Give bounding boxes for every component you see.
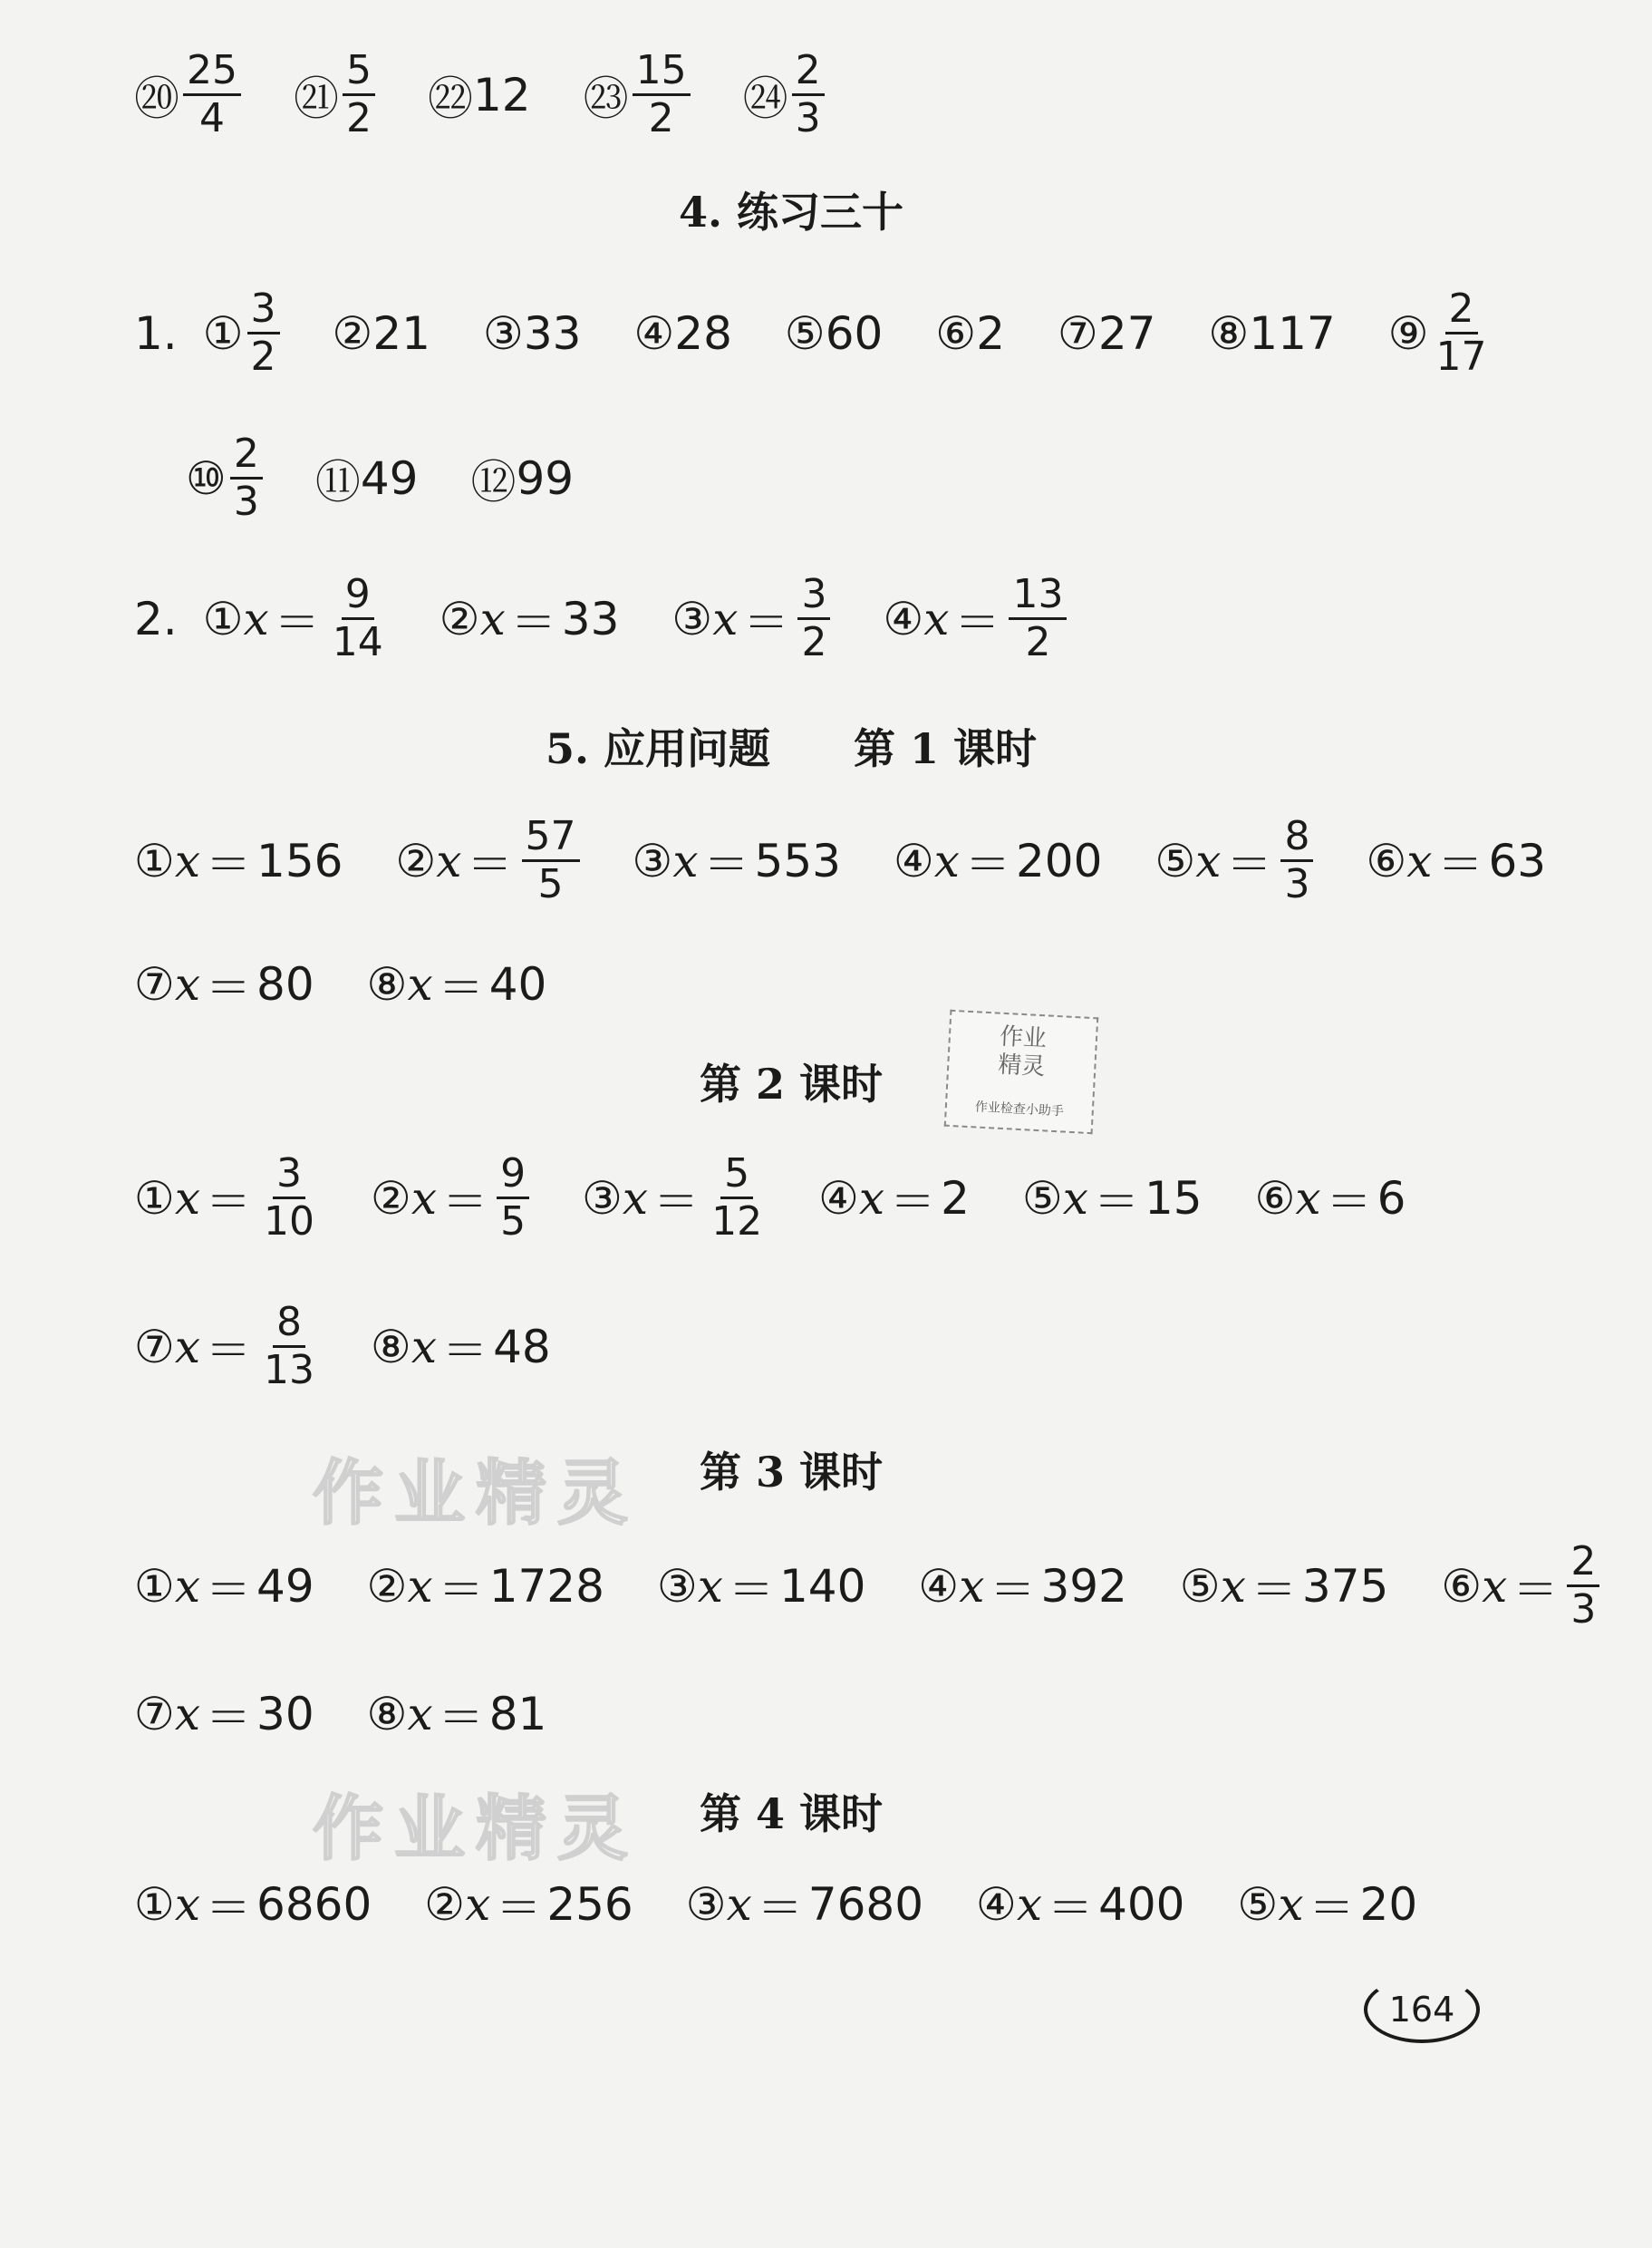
equals-sign: ＝ — [467, 838, 513, 891]
fraction — [1567, 1538, 1599, 1633]
stamp-subtitle: 作业检查小助手 — [974, 1100, 1065, 1119]
question-marker: ⑪ — [314, 455, 361, 509]
equals-sign: ＝ — [1512, 1563, 1559, 1616]
variable-x: x — [174, 1559, 201, 1613]
answer-item — [1022, 1166, 1203, 1231]
numerator: 57 — [522, 816, 580, 862]
question-marker: ① — [134, 1878, 175, 1931]
lesson-1-row-1 — [134, 813, 1599, 908]
answer-item — [333, 307, 430, 360]
variable-x: x — [726, 1878, 752, 1931]
question-marker: ⑥ — [935, 306, 977, 360]
answer-value: 375 — [1301, 1559, 1389, 1613]
answer-value: 33 — [561, 592, 620, 645]
answer-item — [470, 446, 574, 511]
numerator: 8 — [273, 1302, 305, 1348]
fraction — [633, 47, 691, 142]
denominator: 3 — [795, 95, 821, 142]
page-number: 164 — [1364, 1976, 1480, 2043]
variable-x: x — [411, 1320, 438, 1373]
equals-sign: ＝ — [206, 838, 252, 891]
denominator: 4 — [199, 95, 225, 142]
question-marker: ④ — [883, 592, 924, 645]
question-marker: ⑥ — [1366, 834, 1407, 887]
equals-sign: ＝ — [890, 1175, 936, 1228]
answer-item — [395, 813, 579, 908]
denominator: 2 — [346, 95, 372, 142]
answer-value: 200 — [1016, 834, 1103, 887]
question-marker: ㉔ — [742, 72, 788, 125]
question-marker: ⑤ — [784, 306, 826, 360]
numerator: 2 — [230, 433, 263, 480]
answer-value: 99 — [516, 451, 575, 505]
question-marker: ⑦ — [134, 1688, 175, 1740]
fraction — [1433, 286, 1491, 381]
denominator: 5 — [500, 1198, 527, 1245]
variable-x: x — [1278, 1878, 1304, 1931]
answer-item — [202, 571, 387, 666]
numerator: 3 — [247, 288, 280, 334]
equals-sign: ＝ — [653, 1175, 700, 1228]
variable-x: x — [407, 1559, 433, 1613]
answer-value: 400 — [1098, 1878, 1185, 1931]
variable-x: x — [1295, 1171, 1321, 1225]
lesson-1-row-2 — [134, 952, 599, 1017]
question-marker: ④ — [818, 1171, 859, 1225]
question-marker: ⑦ — [134, 958, 175, 1011]
question-marker: ⑦ — [134, 1320, 175, 1373]
exercise-number: 2. — [134, 592, 178, 645]
answer-item — [976, 1872, 1184, 1937]
denominator: 10 — [264, 1198, 315, 1245]
question-marker: ⑤ — [1021, 1171, 1063, 1225]
question-marker: ⑤ — [1154, 834, 1196, 887]
variable-x: x — [174, 958, 201, 1011]
fraction — [260, 1150, 318, 1245]
question-marker: ② — [395, 834, 437, 887]
section-heading-lesson-3: 第 3 课时 — [699, 1448, 884, 1497]
fraction — [343, 47, 375, 142]
question-marker: ⑦ — [1058, 306, 1098, 360]
answer-item — [1208, 307, 1335, 360]
numerator: 15 — [633, 50, 691, 96]
variable-x: x — [712, 592, 739, 645]
equals-sign: ＝ — [274, 596, 320, 649]
variable-x: x — [1482, 1559, 1508, 1613]
equals-sign: ＝ — [1048, 1882, 1094, 1934]
answer-item — [583, 47, 691, 142]
denominator: 2 — [801, 619, 827, 666]
section-heading-application-lesson-1: 5. 应用问题 第 1 课时 — [545, 724, 1038, 773]
section-heading-lesson-2: 第 2 课时 — [699, 1060, 884, 1109]
equals-sign: ＝ — [206, 1175, 252, 1228]
variable-x: x — [174, 1171, 201, 1225]
question-marker: ① — [202, 592, 244, 645]
equals-sign: ＝ — [1226, 838, 1272, 891]
answer-item — [1366, 828, 1546, 894]
question-marker: ⑧ — [1208, 306, 1250, 360]
lesson-3-row-2 — [134, 1681, 599, 1747]
answer-value: 392 — [1040, 1559, 1127, 1613]
answer-item — [371, 1314, 551, 1380]
answer-item — [134, 1681, 314, 1747]
variable-x: x — [858, 1171, 885, 1225]
answer-item — [686, 1872, 923, 1937]
exercise-2-row — [134, 571, 1119, 666]
answer-value: 156 — [256, 834, 343, 887]
answer-value: 21 — [372, 306, 430, 360]
question-marker: ⑧ — [371, 1320, 411, 1373]
question-marker: ㉓ — [583, 72, 629, 125]
numerator: 2 — [1567, 1541, 1599, 1587]
answer-value: 2 — [941, 1171, 970, 1225]
answer-item — [1180, 1554, 1388, 1619]
numerator: 2 — [792, 50, 825, 96]
question-marker: ⑧ — [366, 958, 408, 1011]
variable-x: x — [1406, 834, 1433, 887]
numerator: 5 — [720, 1153, 753, 1199]
denominator: 2 — [250, 334, 276, 381]
answer-item — [918, 1554, 1126, 1619]
answer-line-20-24 — [134, 47, 877, 142]
denominator: 5 — [537, 861, 564, 908]
equals-sign: ＝ — [728, 1563, 774, 1616]
variable-x: x — [243, 592, 269, 645]
question-marker: ㉒ — [428, 72, 473, 125]
question-marker: ④ — [918, 1559, 960, 1613]
answer-value: 20 — [1359, 1878, 1418, 1931]
question-marker: ① — [134, 1559, 175, 1613]
fraction — [329, 571, 387, 666]
answer-value: 81 — [488, 1688, 547, 1740]
question-marker: ⑤ — [1237, 1878, 1279, 1931]
fraction — [708, 1150, 766, 1245]
variable-x: x — [1016, 1878, 1043, 1931]
equals-sign: ＝ — [510, 596, 556, 649]
fraction — [522, 813, 580, 908]
answer-value: 6860 — [256, 1878, 372, 1931]
variable-x: x — [411, 1171, 438, 1225]
answer-value: 33 — [523, 306, 582, 360]
fraction — [797, 571, 830, 666]
answer-item — [202, 286, 280, 381]
equals-sign: ＝ — [757, 1882, 803, 1934]
lesson-4-row-1 — [134, 1872, 1470, 1937]
variable-x: x — [1062, 1171, 1088, 1225]
denominator: 2 — [648, 95, 674, 142]
fraction — [183, 47, 241, 142]
section-heading-exercise-30: 4. 练习三十 — [678, 188, 904, 237]
question-marker: ③ — [632, 834, 673, 887]
equals-sign: ＝ — [442, 1323, 488, 1377]
equals-sign: ＝ — [206, 1882, 252, 1934]
denominator: 2 — [1025, 619, 1051, 666]
section-heading-lesson-4: 第 4 课时 — [699, 1789, 884, 1838]
variable-x: x — [933, 834, 960, 887]
equals-sign: ＝ — [1093, 1175, 1139, 1228]
question-marker: ⑫ — [470, 455, 517, 509]
fraction — [1009, 571, 1067, 666]
answer-item — [1387, 286, 1491, 381]
numerator: 3 — [273, 1153, 305, 1199]
question-marker: ③ — [582, 1171, 623, 1225]
answer-value: 28 — [674, 306, 732, 360]
variable-x: x — [622, 1171, 649, 1225]
answer-value: 140 — [778, 1559, 866, 1613]
variable-x: x — [1195, 834, 1222, 887]
fraction — [247, 286, 280, 381]
equals-sign: ＝ — [743, 596, 789, 649]
variable-x: x — [436, 834, 462, 887]
question-marker: ⑩ — [186, 451, 227, 505]
variable-x: x — [465, 1878, 491, 1931]
answer-item — [742, 47, 825, 142]
answer-item — [657, 1554, 865, 1619]
stamp-title-bottom: 精灵 — [997, 1051, 1047, 1081]
answer-item — [1255, 1166, 1406, 1231]
variable-x: x — [479, 592, 506, 645]
variable-x: x — [174, 1878, 201, 1931]
numerator: 5 — [343, 50, 375, 96]
question-marker: ⑥ — [1441, 1559, 1483, 1613]
answer-item — [1441, 1538, 1599, 1633]
answer-item — [428, 63, 531, 128]
answer-item — [582, 1150, 766, 1245]
question-marker: ② — [371, 1171, 411, 1225]
answer-item — [1238, 1872, 1418, 1937]
variable-x: x — [1220, 1559, 1246, 1613]
equals-sign: ＝ — [965, 838, 1010, 891]
answer-value: 553 — [754, 834, 841, 887]
exercise-number: 1. — [134, 306, 178, 360]
question-marker: ⑨ — [1387, 306, 1429, 360]
equals-sign: ＝ — [206, 1691, 252, 1744]
denominator: 13 — [264, 1347, 315, 1394]
answer-value: 2 — [976, 306, 1005, 360]
answer-value: 48 — [493, 1320, 551, 1373]
equals-sign: ＝ — [1309, 1882, 1355, 1934]
numerator: 25 — [183, 50, 241, 96]
answer-value: 15 — [1144, 1171, 1203, 1225]
watermark-text-1: 作业精灵 — [313, 1453, 640, 1535]
answer-item — [315, 446, 419, 511]
equals-sign: ＝ — [1251, 1563, 1297, 1616]
question-marker: ④ — [976, 1878, 1017, 1931]
equals-sign: ＝ — [496, 1882, 542, 1934]
variable-x: x — [174, 1320, 201, 1373]
answer-item — [134, 1554, 314, 1619]
question-marker: ① — [202, 306, 244, 360]
answer-item — [818, 1166, 970, 1231]
fraction — [1280, 813, 1313, 908]
question-marker: ③ — [685, 1878, 727, 1931]
answer-item — [785, 307, 883, 360]
answer-item — [367, 952, 547, 1017]
equals-sign: ＝ — [954, 596, 1000, 649]
denominator: 3 — [1284, 861, 1310, 908]
question-marker: ③ — [656, 1559, 698, 1613]
question-marker: ② — [332, 306, 373, 360]
denominator: 3 — [1570, 1586, 1597, 1633]
equals-sign: ＝ — [442, 1175, 488, 1228]
numerator: 8 — [1280, 816, 1313, 862]
equals-sign: ＝ — [206, 1563, 252, 1616]
question-marker: ④ — [633, 306, 675, 360]
equals-sign: ＝ — [990, 1563, 1036, 1616]
answer-value: 49 — [360, 451, 419, 505]
answer-value: 256 — [546, 1878, 633, 1931]
answer-value: 49 — [256, 1559, 314, 1613]
lesson-3-row-1 — [134, 1538, 1652, 1633]
equals-sign: ＝ — [438, 1563, 484, 1616]
answer-value: 80 — [256, 958, 314, 1011]
numerator: 9 — [342, 574, 374, 620]
answer-item — [134, 1872, 372, 1937]
question-marker: ⑥ — [1254, 1171, 1296, 1225]
numerator: 9 — [497, 1153, 529, 1199]
answer-item — [134, 47, 241, 142]
answer-item — [186, 431, 263, 526]
equals-sign: ＝ — [438, 1691, 484, 1744]
stamp-title-top: 作业 — [999, 1022, 1048, 1053]
answer-item — [367, 1681, 547, 1747]
fraction — [497, 1150, 529, 1245]
variable-x: x — [923, 592, 950, 645]
numerator: 2 — [1445, 288, 1478, 334]
question-marker: ① — [134, 834, 175, 887]
answer-item — [894, 828, 1102, 894]
question-marker: ③ — [671, 592, 713, 645]
answer-item — [294, 47, 375, 142]
numerator: 13 — [1009, 574, 1067, 620]
answer-item — [134, 1299, 318, 1394]
answer-value: 27 — [1097, 306, 1156, 360]
variable-x: x — [959, 1559, 985, 1613]
question-marker: ① — [134, 1171, 175, 1225]
lesson-2-row-2 — [134, 1299, 604, 1394]
answer-item — [367, 1554, 604, 1619]
denominator: 17 — [1435, 334, 1487, 381]
lesson-2-row-1 — [134, 1150, 1458, 1245]
equals-sign: ＝ — [703, 838, 749, 891]
watermark-text-2: 作业精灵 — [313, 1788, 640, 1870]
question-marker: ㉑ — [294, 72, 339, 125]
question-marker: ② — [424, 1878, 466, 1931]
variable-x: x — [697, 1559, 723, 1613]
answer-value: 40 — [488, 958, 547, 1011]
answer-item — [1154, 813, 1313, 908]
denominator: 14 — [332, 619, 383, 666]
answer-item — [440, 586, 620, 652]
variable-x: x — [174, 1688, 201, 1740]
fraction — [230, 431, 263, 526]
denominator: 3 — [233, 479, 259, 526]
answer-value: 12 — [473, 68, 531, 121]
answer-item — [424, 1872, 633, 1937]
answer-item — [134, 1150, 318, 1245]
answer-item — [483, 307, 581, 360]
question-marker: ⑤ — [1179, 1559, 1221, 1613]
question-marker: ④ — [893, 834, 934, 887]
question-marker: ② — [366, 1559, 408, 1613]
question-marker: ③ — [483, 306, 524, 360]
variable-x: x — [672, 834, 699, 887]
answer-item — [633, 307, 731, 360]
answer-value: 1728 — [488, 1559, 604, 1613]
stamp-title — [949, 1021, 1097, 1085]
answer-item — [1058, 307, 1155, 360]
answer-value: 6 — [1377, 1171, 1406, 1225]
equals-sign: ＝ — [206, 1323, 252, 1377]
exercise-1-row-2 — [186, 431, 626, 526]
answer-item — [134, 952, 314, 1017]
equals-sign: ＝ — [1326, 1175, 1372, 1228]
numerator: 3 — [797, 574, 830, 620]
fraction — [260, 1299, 318, 1394]
answer-item — [633, 828, 841, 894]
answer-value: 30 — [256, 1688, 314, 1740]
variable-x: x — [174, 834, 201, 887]
question-marker: ⑧ — [366, 1688, 408, 1740]
answer-item — [134, 828, 343, 894]
watermark-stamp — [944, 1010, 1099, 1134]
answer-value: 63 — [1488, 834, 1547, 887]
variable-x: x — [407, 958, 433, 1011]
answer-value: 117 — [1249, 306, 1336, 360]
answer-value: 7680 — [807, 1878, 924, 1931]
equals-sign: ＝ — [1437, 838, 1483, 891]
equals-sign: ＝ — [438, 962, 484, 1014]
variable-x: x — [407, 1688, 433, 1740]
denominator: 12 — [711, 1198, 763, 1245]
question-marker: ② — [439, 592, 480, 645]
answer-value: 60 — [825, 306, 884, 360]
fraction — [792, 47, 825, 142]
answer-item — [883, 571, 1067, 666]
answer-item — [935, 307, 1005, 360]
answer-item — [371, 1150, 529, 1245]
question-marker: ⑳ — [134, 72, 179, 125]
equals-sign: ＝ — [206, 962, 252, 1014]
answer-item — [671, 571, 830, 666]
exercise-1-row-1 — [134, 286, 1543, 381]
